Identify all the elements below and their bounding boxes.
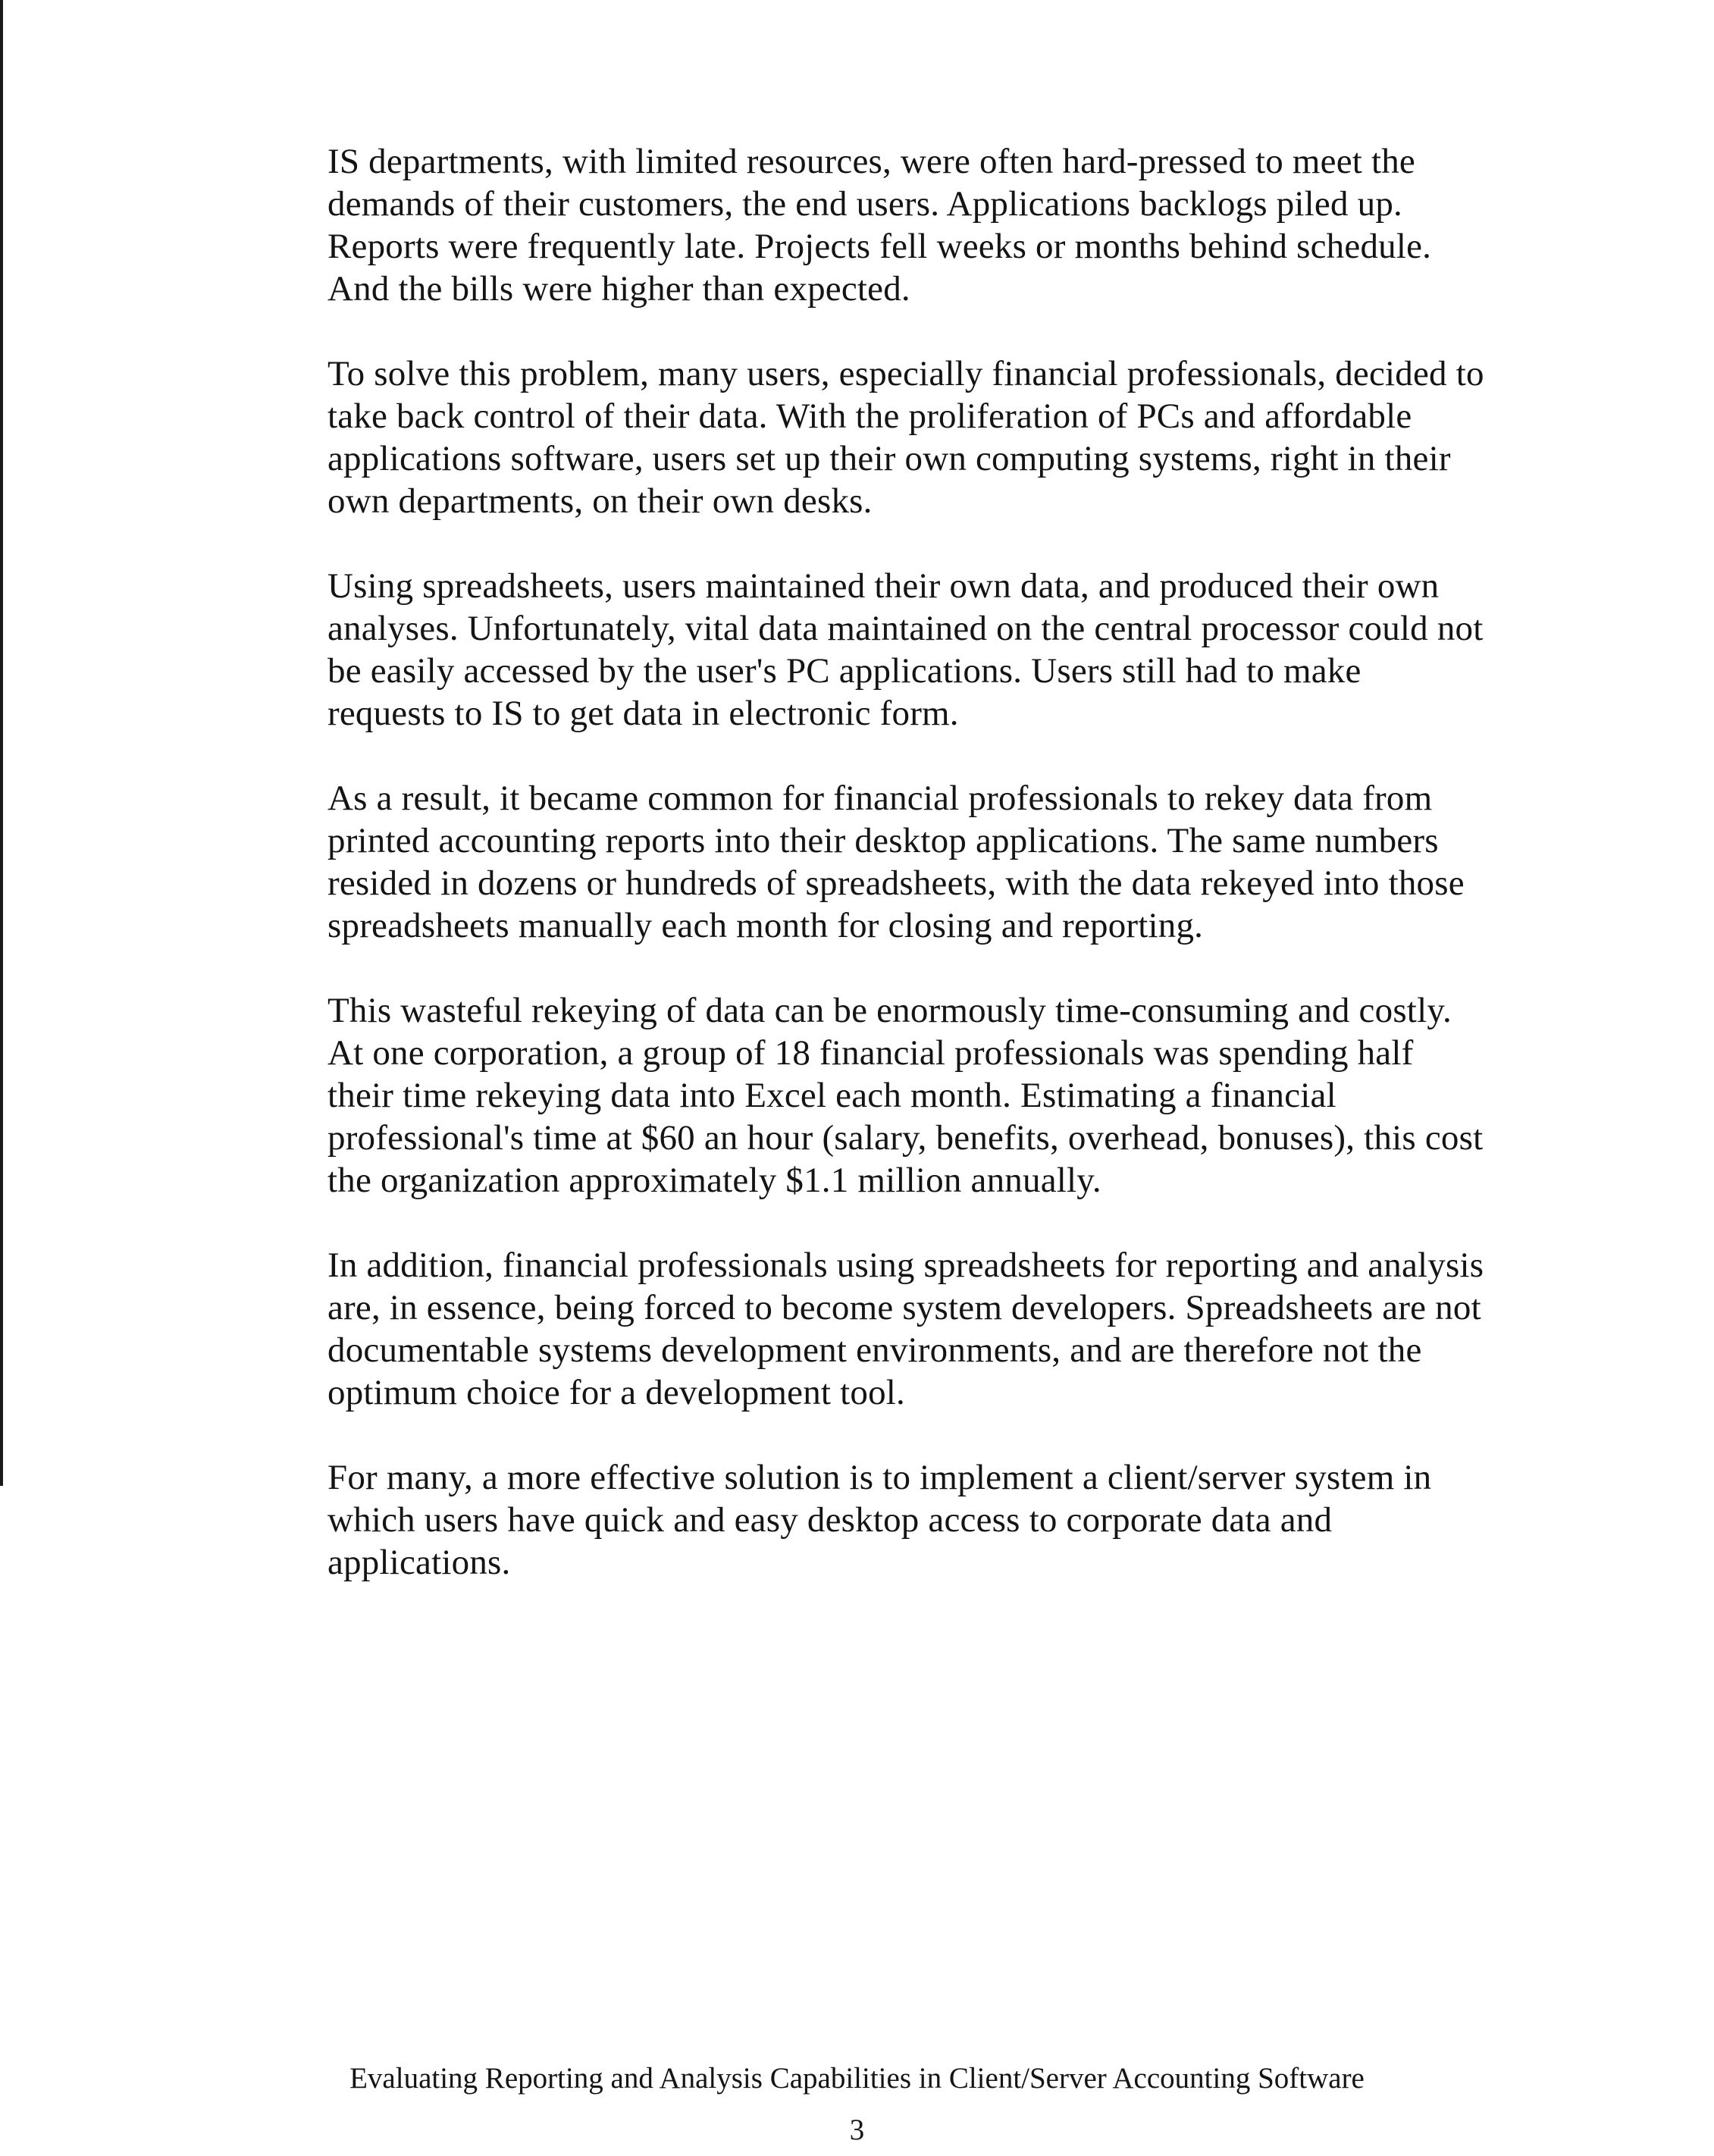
paragraph-is-departments: IS departments, with limited resources, were often hard-pressed to meet the demands of their customers, the end users. Applications backlogs piled up. Reports were frequently late. Projects fell weeks or months behind schedule. And the bills were higher than expected. [327, 142, 1432, 309]
paragraph-rekey-data: As a result, it became common for financial professionals to rekey data from printed accounting reports into their desktop applications. The same numbers resided in dozens or hundreds of spreadsheets, with the data rekeyed into those spreadsheets manually each month for closing and reporting. [327, 779, 1465, 945]
page-number: 3 [849, 2114, 865, 2146]
paragraph-client-server-solution: For many, a more effective solution is to implement a client/server system in which users have quick and easy desktop access to corporate data and applications. [327, 1458, 1432, 1582]
paragraph-system-developers: In addition, financial professionals using spreadsheets for reporting and analysis are, in essence, being forced to become system developers. Spreadsheets are not documentable systems development environments, and are therefore not the optimum choice for a development tool. [327, 1246, 1484, 1412]
paragraph-wasteful-rekeying: This wasteful rekeying of data can be enormously time-consuming and costly. At one corporation, a group of 18 financial professionals was spending half their time rekeying data into Excel each month. Estimating a financial professional's time at $60 an hour (salary, benefits, overhead, bonuses), this cost the organization approximately $1.1 million annually. [327, 991, 1484, 1200]
footer-title: Evaluating Reporting and Analysis Capabilities in Client/Server Accounting Software [349, 2062, 1365, 2095]
paragraph-solve-problem: To solve this problem, many users, especially financial professionals, decided to take back control of their data. With the proliferation of PCs and affordable applications software, users set up their own computing systems, right in their own departments, on their own desks. [327, 354, 1484, 521]
body-text [327, 140, 1487, 1626]
paragraph-spreadsheets: Using spreadsheets, users maintained their own data, and produced their own analyses. Unfortunately, vital data maintained on the central processor could not be easily accessed by the user's PC applications. Users still had to make requests to IS to get data in electronic form. [327, 566, 1484, 733]
